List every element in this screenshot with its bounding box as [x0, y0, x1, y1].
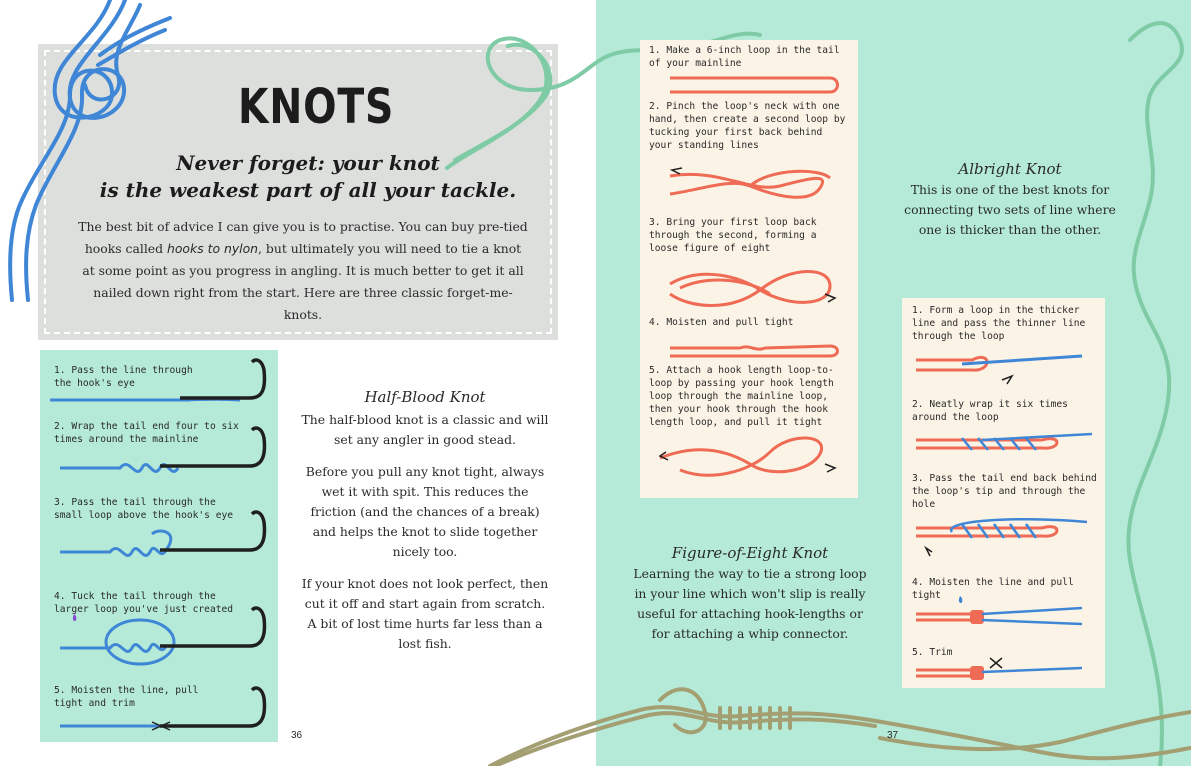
albright-wrap-illustration: [902, 394, 1105, 470]
albright-step-2-label: 2. Neatly wrap it six times around the loop: [912, 399, 1068, 423]
loop-to-loop-illustration: [640, 362, 858, 498]
subtitle-line-2: is the weakest part of all your tackle.: [99, 178, 517, 202]
albright-tight-illustration: [902, 574, 1105, 644]
half-blood-steps-panel: [40, 350, 278, 742]
albright-step-5: [902, 644, 1105, 688]
albright-step-2: [902, 394, 1105, 470]
figure-eight-step-3-label: 3. Bring your first loop back through the second, forming a loose figure of eight: [649, 217, 817, 254]
albright-step-4: [902, 574, 1105, 644]
figure-eight-illustration: [640, 216, 858, 316]
figure-eight-step-1-label: 1. Make a 6-inch loop in the tail of your mainline: [649, 45, 840, 69]
page-title: KNOTS: [238, 79, 395, 135]
hook-illustration: [40, 350, 278, 420]
half-blood-paragraph-2: Before you pull any knot tight, always wet it with spit. This reduces the friction (and the chances of a break) and helps the knot to slide together nicely too.: [305, 464, 545, 559]
figure-eight-step-1: [640, 40, 858, 98]
figure-eight-step-4: [640, 316, 858, 362]
tightened-knot-illustration: [640, 316, 858, 362]
half-blood-step-3: [40, 492, 278, 584]
intro-text-1: The best bit of advice I can give you is to practise. You can buy pre-tied hooks called: [78, 219, 528, 256]
albright-step-3-label: 3. Pass the tail end back behind the loop's tip and through the hole: [912, 473, 1097, 510]
half-blood-step-3-label: 3. Pass the tail through the small loop above the hook's eye: [54, 497, 234, 521]
subtitle-line-1: Never forget: your knot: [176, 151, 440, 175]
half-blood-heading: Half-Blood Knot: [364, 388, 486, 406]
albright-step-4-label: 4. Moisten the line and pull tight: [912, 577, 1074, 601]
subtitle: [98, 150, 518, 204]
albright-trim-illustration: [902, 644, 1105, 688]
tail-pass-illustration: [40, 492, 278, 584]
half-blood-paragraph-1: The half-blood knot is a classic and will set any angler in good stead.: [301, 412, 549, 447]
trim-illustration: [40, 676, 278, 742]
half-blood-step-4-label: 4. Tuck the tail through the larger loop you've just created: [54, 591, 234, 615]
albright-step-1-label: 1. Form a loop in the thicker line and pass the thinner line through the loop: [912, 305, 1086, 342]
half-blood-step-4: [40, 584, 278, 676]
figure-eight-step-5-label: 5. Attach a hook length loop-to-loop by passing your hook length loop through the mainline loop, then your hook through the hook length loop, and pull it tight: [649, 365, 834, 428]
albright-step-1: [902, 298, 1105, 394]
half-blood-step-2-label: 2. Wrap the tail end four to six times around the mainline: [54, 421, 239, 445]
figure-eight-text: Learning the way to tie a strong loop in your line which won't slip is really useful for attaching hook-lengths or for attaching a whip connector.: [633, 566, 867, 641]
second-loop-illustration: [640, 98, 858, 216]
tuck-illustration: [40, 584, 278, 676]
figure-eight-heading: Figure-of-Eight Knot: [671, 544, 829, 562]
half-blood-step-2: [40, 416, 278, 492]
title-box: [38, 44, 558, 340]
half-blood-step-1: [40, 350, 278, 420]
albright-text: This is one of the best knots for connecting two sets of line where one is thicker than the other.: [904, 182, 1116, 237]
intro-paragraph: [78, 216, 528, 326]
half-blood-text: [300, 410, 550, 666]
intro-text-2: , but ultimately you will need to tie a knot at some point as you progress in angling. It is much better to get it all nailed down right from the start. Here are three classic forget-me-knots.: [82, 241, 524, 322]
albright-tail-illustration: [902, 470, 1105, 574]
figure-eight-step-2: [640, 98, 858, 216]
albright-steps-panel: [902, 298, 1105, 688]
intro-emphasis: hooks to nylon: [167, 241, 259, 256]
albright-step-5-label: 5. Trim: [912, 647, 953, 658]
half-blood-step-1-label: 1. Pass the line through the hook's eye: [54, 365, 193, 389]
figure-eight-step-5: [640, 362, 858, 498]
page-number-right: 37: [887, 730, 899, 741]
figure-eight-step-4-label: 4. Moisten and pull tight: [649, 317, 794, 328]
loop-illustration: [640, 40, 858, 98]
wrap-illustration: [40, 416, 278, 492]
albright-step-3: [902, 470, 1105, 574]
half-blood-step-5: [40, 676, 278, 742]
figure-eight-steps-panel: [640, 40, 858, 498]
figure-eight-step-2-label: 2. Pinch the loop's neck with one hand, then create a second loop by tucking your first back behind your standing lines: [649, 101, 846, 151]
half-blood-paragraph-3: If your knot does not look perfect, then cut it off and start again from scratch. A bit of lost time hurts far less than a lost fish.: [301, 576, 549, 651]
albright-loop-illustration: [902, 298, 1105, 394]
figure-eight-step-3: [640, 216, 858, 316]
albright-heading: Albright Knot: [958, 160, 1062, 178]
half-blood-step-5-label: 5. Moisten the line, pull tight and trim: [54, 685, 199, 709]
page-number-left: 36: [291, 730, 303, 741]
